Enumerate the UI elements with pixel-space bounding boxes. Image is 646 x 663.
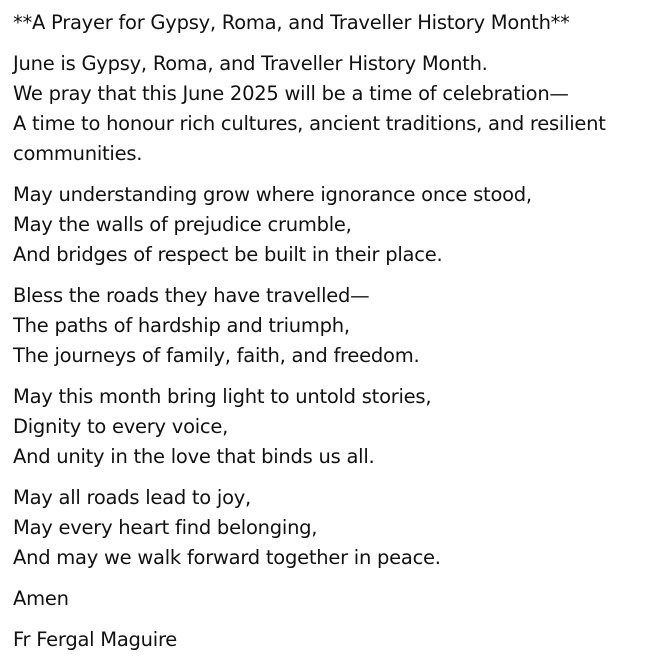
text-line: May all roads lead to joy, [13, 486, 252, 509]
text-line: Bless the roads they have travelled— [13, 284, 370, 307]
text-line: May every heart find belonging, [13, 516, 318, 539]
amen-line: Amen [13, 587, 69, 610]
text-line: May understanding grow where ignorance once stood, [13, 183, 532, 206]
paragraph-peace [13, 483, 641, 573]
paragraph-amen [13, 584, 641, 614]
paragraph-roads [13, 281, 641, 371]
text-line: And may we walk forward together in peace. [13, 546, 441, 569]
paragraph-intro [13, 49, 641, 169]
text-line: The paths of hardship and triumph, [13, 314, 350, 337]
text-line: May this month bring light to untold stories, [13, 385, 432, 408]
text-line: And bridges of respect be built in their place. [13, 243, 443, 266]
paragraph-signature [13, 625, 641, 655]
prayer-title: **A Prayer for Gypsy, Roma, and Traveller History Month** [13, 11, 570, 34]
text-line: We pray that this June 2025 will be a time of celebration— [13, 82, 569, 105]
text-line: And unity in the love that binds us all. [13, 445, 375, 468]
text-line: Dignity to every voice, [13, 415, 229, 438]
text-line: June is Gypsy, Roma, and Traveller History Month. [13, 52, 488, 75]
author-signature: Fr Fergal Maguire [13, 628, 178, 651]
paragraph-understanding [13, 180, 641, 270]
text-line: A time to honour rich cultures, ancient traditions, and resilient communities. [13, 112, 606, 165]
text-line: The journeys of family, faith, and freedom. [13, 344, 420, 367]
prayer-document [13, 8, 641, 655]
paragraph-stories [13, 382, 641, 472]
text-line: May the walls of prejudice crumble, [13, 213, 352, 236]
